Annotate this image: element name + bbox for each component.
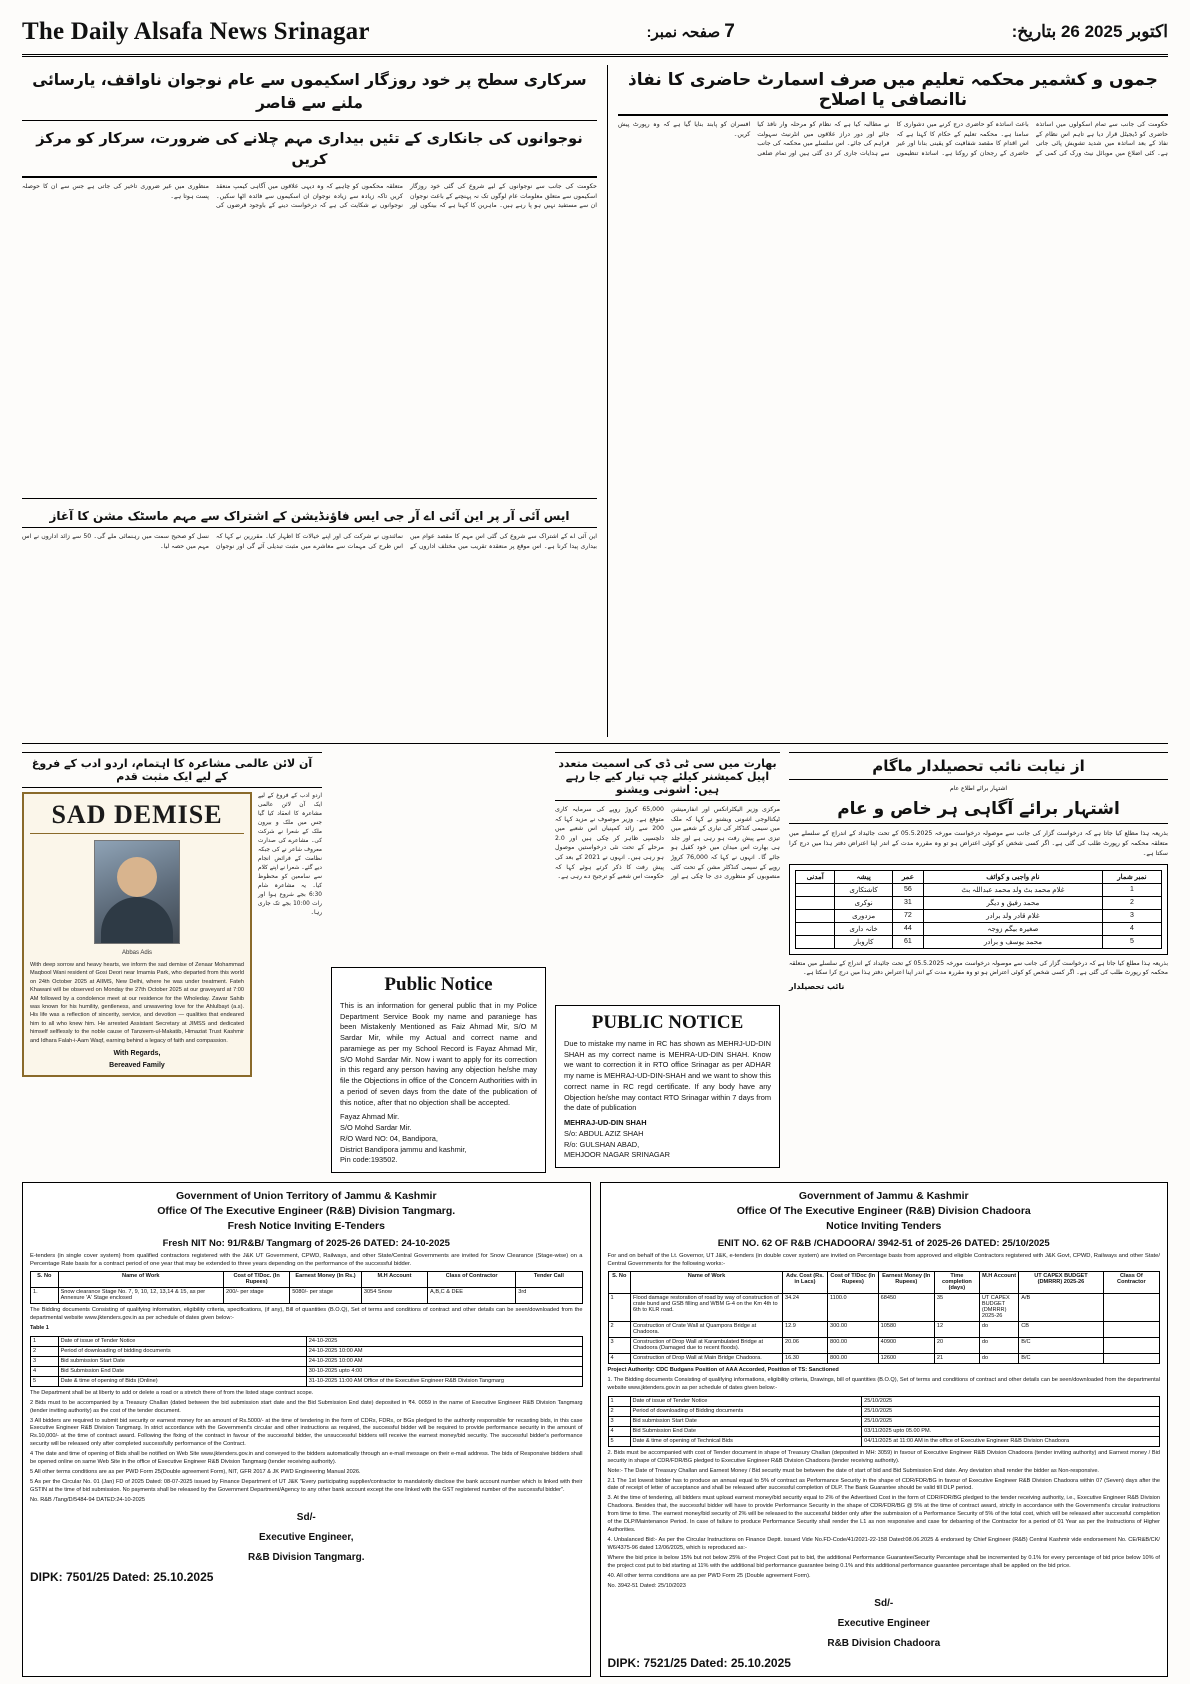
obituary-photo xyxy=(94,840,180,944)
chadoora-works-table xyxy=(608,1271,1161,1364)
tangmarg-works-header-row xyxy=(31,1271,583,1287)
tangmarg-sched-cell: 4 xyxy=(31,1366,59,1376)
story-niarg-body: این آئی اے کے اشتراک سے شروع کی گئی اس مہم کا مقصد عوام میں بیداری پیدا کرنا ہے۔ اس موقع پر منعقدہ تقریب میں مختلف اداروں کے نمائندوں نے شرکت کی اور اپنے خیالات کا اظہار کیا۔ مقررین نے کہا کہ اس طرح کی مہمات سے معاشرے میں مثبت تبدیلی آئے گی اور نوجوان نسل کو صحیح سمت میں رہنمائی ملے گی۔ 50 سے زائد اداروں نے اس مہم میں حصہ لیا۔ xyxy=(22,533,597,550)
tangmarg-th-2: Cost of T/Doc. (In Rupees) xyxy=(224,1271,290,1287)
issue-date-month-year: اکتوبر 2025 xyxy=(1084,22,1168,41)
table-row xyxy=(608,1406,1160,1416)
table-row xyxy=(796,909,1162,922)
tehsildar-body: بذریعہ ہذا مطلع کیا جاتا ہے کہ درخواست گزار کی جانب سے موصولہ درخواست مورخہ 05.5.2025 کے تحت جائیداد کے اندراج کے سلسلے میں متعلقہ محکمہ کو رپورٹ طلب کی گئی ہے۔ اگر کسی شخص کو کوئی اعتراض ہو تو وہ مقررہ مدت کے اندر اپنا اعتراض دفتر ہذا میں درج کرا سکتا ہے۔ xyxy=(789,830,1168,857)
story-smart-attendance-headline: جموں و کشمیر محکمہ تعلیم میں صرف اسمارٹ حاضری کا نفاذ ناانصافی یا اصلاح xyxy=(618,65,1168,116)
chadoora-sched-cell: Period of downloading of Bidding documents xyxy=(630,1406,862,1416)
chadoora-condition: Note:- The Date of Treasury Challan and Earnest Money / Bid security must be between the date of start of bid and Bid Submission End date. Any deviation shall render the bidder as Non-responsive. xyxy=(607,1467,1099,1474)
public-notice-1-signature-so: S/O Mohd Sardar Mir. xyxy=(340,1123,412,1133)
chadoora-cell xyxy=(1103,1293,1159,1321)
obituary-text: With deep sorrow and heavy hearts, we inform the sad demise of Zenaar Mohammad Maqbool Wani resident of Gosi Deori near Imamia Park, who departed from this world on 24th October 2025 at AIIMS, New Delhi, where he was under treatment. Fateh Khawani will be observed on Monday the 27th October 2025 at our graveyard at 7:00 AM followed by a condolence meet at our residence for the Wholeday. Zawar Sahib was known for his humility, gentleness, and unwavering love for the Ahlulbayt (a.s). His life was a reflection of sincerity, service, and devotion — qualities that endeared him to all who knew him. He arrested Assistant Secretary at JIMSS and dedicated himself selflessly to the noble cause of Tanzeem-ul-Makatib, Himaziat Trust Kashmir and Idhara Falah-i-Aam Waqf, earning behind a legacy of faith and compassion. xyxy=(30,962,244,1044)
public-notice-2-signature-name: MEHRAJ-UD-DIN SHAH xyxy=(564,1118,647,1128)
story-mushaira-headline: آن لائن عالمی مشاعرہ کا اہتمام، اردو ادب کے فروغ کے لیے ایک مثبت قدم xyxy=(22,752,322,788)
tangmarg-cell: 5080/- per stage xyxy=(290,1287,362,1303)
table-row xyxy=(796,883,1162,896)
tangmarg-sched-cell: 24-10-2025 10:00 AM xyxy=(306,1356,582,1366)
tangmarg-table1-label: Table 1 xyxy=(30,1324,49,1331)
tehsildar-cell: 56 xyxy=(892,883,923,896)
public-notice-2-title: PUBLIC NOTICE xyxy=(591,1012,744,1033)
tehsildar-headline-big: اشتہار برائے آگاہی ہر خاص و عام xyxy=(789,798,1168,824)
column-divider xyxy=(607,65,608,737)
obituary-advert xyxy=(22,792,252,1077)
chadoora-cell: 35 xyxy=(934,1293,979,1321)
tehsildar-cell: 5 xyxy=(1102,935,1161,948)
story-smart-attendance xyxy=(618,65,1168,737)
table-row xyxy=(608,1396,1160,1406)
chadoora-sched-cell: 4 xyxy=(608,1426,630,1436)
tehsildar-cell: کاروبار xyxy=(835,935,893,948)
public-notice-2 xyxy=(555,1005,780,1168)
tehsildar-cell: 4 xyxy=(1102,922,1161,935)
tehsildar-cell: محمد یوسف و برادر xyxy=(923,935,1102,948)
chadoora-sd: Sd/- xyxy=(874,1597,894,1609)
page-number xyxy=(646,21,734,43)
chadoora-cell: 4 xyxy=(608,1353,631,1363)
tehsildar-th-4: آمدنی xyxy=(796,870,835,883)
obituary-regards: With Regards, xyxy=(113,1049,161,1057)
tangmarg-sched-cell: 2 xyxy=(31,1346,59,1356)
chadoora-sched-cell: Date of issue of Tender Notice xyxy=(630,1396,862,1406)
tangmarg-cell: Snow clearance Stage No. 7, 9, 10, 12, 13,14 & 15, as per Annexure 'A' Stage enclosed xyxy=(58,1287,223,1303)
chadoora-sched-cell: 25/10/2025 xyxy=(862,1416,1160,1426)
tehsildar-subline: اشتہار برائے اطلاع عام xyxy=(949,785,1008,792)
tehsildar-cell xyxy=(796,909,835,922)
tangmarg-cell: A,B,C & DEE xyxy=(428,1287,516,1303)
tangmarg-cell: 3054 Snow xyxy=(361,1287,427,1303)
chadoora-works-header-row xyxy=(608,1271,1160,1293)
table-row xyxy=(608,1337,1160,1353)
chadoora-th-2: Adv. Cost (Rs. in Lacs) xyxy=(782,1271,827,1293)
tangmarg-th-1: Name of Work xyxy=(58,1271,223,1287)
table-row xyxy=(608,1353,1160,1363)
tehsildar-cell: 44 xyxy=(892,922,923,935)
tehsildar-cell: نوکری xyxy=(835,896,893,909)
tehsildar-cell: 2 xyxy=(1102,896,1161,909)
chadoora-dipk: DIPK: 7521/25 Dated: 25.10.2025 xyxy=(607,1655,791,1670)
chadoora-cell: 3 xyxy=(608,1337,631,1353)
chadoora-cell: 2 xyxy=(608,1321,631,1337)
chadoora-project-authority: Project Authority: CDC Budgans Position of AAA Accorded, Position of TS: Sanctioned xyxy=(607,1366,839,1373)
chadoora-documents-note: 1. The Bidding documents Consisting of qualifying informations, eligibility criteria, Drawings, bill of quantities (B.O.Q), Set of terms and conditions of contract and other details can be seen/downloaded from the departmental website www.jktenders.gov.in as per schedule of dates given below:- xyxy=(607,1376,1160,1391)
chadoora-gov-line-3: Notice Inviting Tenders xyxy=(826,1220,942,1233)
chadoora-cell: 800.00 xyxy=(827,1337,878,1353)
public-notice-2-signature-address: MEHJOOR NAGAR SRINAGAR xyxy=(564,1150,670,1160)
tangmarg-sched-cell: 24-10-2025 10:00 AM xyxy=(306,1346,582,1356)
chadoora-cell: 34.24 xyxy=(782,1293,827,1321)
table-row xyxy=(608,1293,1160,1321)
chadoora-signatory-2: R&B Division Chadoora xyxy=(827,1637,941,1649)
tehsildar-table-header-row xyxy=(796,870,1162,883)
semiconductor-column xyxy=(555,752,780,1168)
chadoora-cell: 12.9 xyxy=(782,1321,827,1337)
story-niarg-headline: ایس آئی آر پر این آئی اے آر جی ایس فاؤنڈیشن کے اشتراک سے مہم ماسٹک مشن کا آغاز xyxy=(22,505,597,528)
chadoora-condition: 2.1 The 1st lowest bidder has to produce an annual equal to 5% of contract as Performance Security in the shape of CDR/FDR/BG in favour of Executive Engineer R&B Division Chadoora within 07 (Seven) days after the date of receipt of letter of acceptance and shall be released after successful completion of DLP. The Bank Guarantee should be valid till DLP period. xyxy=(607,1477,1160,1492)
tehsildar-cell: 1 xyxy=(1102,883,1161,896)
tangmarg-sched-cell: Bid submission Start Date xyxy=(58,1356,306,1366)
chadoora-cell: 300.00 xyxy=(827,1321,878,1337)
table-row xyxy=(608,1416,1160,1426)
obituary-photo-caption: Abbas Adis xyxy=(121,950,153,956)
tehsildar-cell: مزدوری xyxy=(835,909,893,922)
chadoora-sched-cell: 3 xyxy=(608,1416,630,1426)
tangmarg-documents-note: The Bidding documents Consisting of qualifying information, eligibility criteria, specifications, (if any), Bill of quantities (B.O.Q), Set of terms and conditions of contract and other details can be seen/downloaded from the departmental website www.jktenders.gov.in as per schedule of dates given below:- xyxy=(30,1306,583,1321)
public-notice-1-signature-address1: R/O Ward NO: 04, Bandipora, xyxy=(340,1133,438,1143)
chadoora-sched-cell: 25/10/2025 xyxy=(862,1396,1160,1406)
public-notice-1-signature-address3: Pin code:193502. xyxy=(340,1155,398,1165)
tangmarg-sched-cell: 3 xyxy=(31,1356,59,1366)
chadoora-cell xyxy=(1103,1353,1159,1363)
tehsildar-th-1: نام واجبی و کوائف xyxy=(923,870,1102,883)
public-notice-2-body: Due to mistake my name in RC has shown as MEHRJ-UD-DIN SHAH as my correct name is MEHRA-UD-DIN SHAH. Know we want to correction it in RTO office Srinagar as per ADHAR my name is MEHRAJ-UD-DIN-SHAH and we want to show this correct name in RC regd certificate. If any body have any Objection he/she may contact RTO Srinagar within 7 days from the date of publication xyxy=(564,1039,771,1113)
public-notice-1-column xyxy=(331,752,546,1173)
public-notice-2-signature-so: S/o: ABDUL AZIZ SHAH xyxy=(564,1128,644,1138)
table-row xyxy=(31,1366,583,1376)
chadoora-gov-line-1: Government of Jammu & Kashmir xyxy=(798,1190,969,1203)
tangmarg-condition: The Department shall be at liberty to add or delete a road or a stretch there of from the listed stage contract scope. xyxy=(30,1389,314,1396)
tangmarg-nit-number: Fresh NIT No: 91/R&B/ Tangmarg of 2025-26 DATED: 24-10-2025 xyxy=(162,1237,450,1249)
story-semiconductor-body: مرکزی وزیر الیکٹرانکس اور انفارمیشن ٹیکنالوجی اشونی ویشنو نے کہا کہ ملک میں سیمی کنڈکٹر کی تیاری کے شعبے میں تیزی سے پیش رفت ہو رہی ہے اور جلد ہی بھارت اس میدان میں خود کفیل ہو جائے گا۔ انہوں نے کہا کہ 76,000 کروڑ روپے کے سیمی کنڈکٹر مشن کے تحت کئی منصوبوں کو منظوری دی جا چکی ہے اور 65,000 کروڑ روپے کی سرمایہ کاری متوقع ہے۔ وزیر موصوف نے مزید کہا کہ 200 سے زائد کمپنیاں اس شعبے میں دلچسپی ظاہر کر چکی ہیں اور 2.0 مرحلے کے تحت نئی درخواستیں موصول ہو رہی ہیں۔ انہوں نے 2021 کے بعد کی پیش رفت کا ذکر کرتے ہوئے کہا کہ حکومت اس شعبے کو ترجیح دے رہی ہے۔ xyxy=(555,806,781,881)
chadoora-condition: Where the bid price is below 15% but not below 25% of the Project Cost put to bid, the additional Performance Guarantee/Security Percentage shall be incremented by 0.1% for every percentage of bid price below 10% of the project cost put to bid starting at 11% with the additional bid performance guarantee being 0.1% and this additional performance guarantee percentage shall be applied on the bid price. xyxy=(607,1554,1160,1569)
tangmarg-dipk: DIPK: 7501/25 Dated: 25.10.2025 xyxy=(30,1569,214,1584)
chadoora-cell: 20 xyxy=(934,1337,979,1353)
tangmarg-condition: 2 Bids must to be accompanied by a Treasury Challan (dated between the bid submission start date and the Bid Submission End date) deposited in ₹4. 0059 in the name of Executive Engineer R&B Division Tangmarg (tender inviting authority) as the cost of the tender document. xyxy=(30,1399,583,1414)
table-row xyxy=(608,1436,1160,1446)
chadoora-cell: 20.06 xyxy=(782,1337,827,1353)
story-mushaira-body: اردو ادب کے فروغ کے لیے ایک آن لائن عالمی مشاعرہ کا انعقاد کیا گیا جس میں ملک و بیرون ملک کے شعرا نے شرکت کی۔ مشاعرے کی صدارت معروف شاعر نے کی جبکہ نظامت کے فرائض انجام دیے گئے۔ شعرا نے اپنے کلام سے سامعین کو محظوظ کیا۔ یہ مشاعرہ شام 6:30 بجے شروع ہوا اور رات 10:00 بجے تک جاری رہا۔ xyxy=(258,793,322,916)
chadoora-cell: 10580 xyxy=(878,1321,934,1337)
chadoora-cell: 1100.0 xyxy=(827,1293,878,1321)
tangmarg-gov-line-3: Fresh Notice Inviting E-Tenders xyxy=(227,1220,385,1233)
tangmarg-sched-cell: Bid Submission End Date xyxy=(58,1366,306,1376)
public-notice-1-signature-name: Fayaz Ahmad Mir. xyxy=(340,1112,400,1122)
chadoora-th-4: Earnest Money (In Rupees) xyxy=(878,1271,934,1293)
public-notice-1-body: This is an information for general public that in my Police Department Service Book my name and paraniege has been Mistakenly Mentioned as Faiz Ahmad Mir, S/O M Sardar Mir, while my Actual and correct name and paramiege as per my School Record is Fayaz Ahmad Mir, S/O Mohd Sardar Mir. Now i want to apply for its correction in this regard any person having any objection he/she may file the Objections in office of the Concern Authorities with in a period of seven days from the date of the publication of this notice, after that no objection shall be accepted. xyxy=(340,1001,537,1107)
tangmarg-condition: 4 The date and time of opening of Bids shall be notified on Web Site www.jktenders.gov.in and conveyed to the bidders automatically through an e-mail message on their e-mail address. The bids of Responsive bidders shall be opened online on same Web Site in the office of Executive Engineer R&B Division Tangmarg (tender receiving authority). xyxy=(30,1451,583,1466)
issue-date-label: بتاریخ: xyxy=(1011,22,1057,41)
tehsildar-cell xyxy=(796,896,835,909)
chadoora-condition: 4. Unbalanced Bid:- As per the Circular Instructions on Finance Deptt. issued Vide No.FD-Code/41/2021-22-158 Dated:08.06.2025 & endorsed by Chief Engineer (R&B) Central Kashmir vide endorsement No. CE/R&B/CK/ W6/4375-96 dated 12/06/2025, which is reproduced as:- xyxy=(607,1537,1160,1552)
chadoora-cell: Construction of Drop Wall at Karambulated Bridge at Chadoora (Damaged due to recent floods). xyxy=(631,1337,783,1353)
tehsildar-cell: صغیرہ بیگم زوجہ xyxy=(923,922,1102,935)
tehsildar-cell: غلام قادر ولد برادر xyxy=(923,909,1102,922)
tangmarg-sched-cell: Date of issue of Tender Notice xyxy=(58,1336,306,1346)
masthead xyxy=(22,18,1168,57)
chadoora-cell xyxy=(1103,1321,1159,1337)
table-row xyxy=(31,1346,583,1356)
tehsildar-cell: کاشتکاری xyxy=(835,883,893,896)
newspaper-title: The Daily Alsafa News Srinagar xyxy=(22,18,370,45)
chadoora-nit-number: ENIT NO. 62 OF R&B /CHADOORA/ 3942-51 of 2025-26 DATED: 25/10/2025 xyxy=(717,1237,1050,1249)
table-row xyxy=(31,1336,583,1346)
tangmarg-sched-cell: 30-10-2025 upto 4:00 xyxy=(306,1366,582,1376)
issue-date-day: 26 xyxy=(1060,22,1080,41)
public-notice-1 xyxy=(331,967,546,1173)
chadoora-cell xyxy=(1103,1337,1159,1353)
chadoora-cell: 40900 xyxy=(878,1337,934,1353)
chadoora-sched-cell: Bid Submission End Date xyxy=(630,1426,862,1436)
tehsildar-cell: 3 xyxy=(1102,909,1161,922)
tangmarg-cell: 1. xyxy=(31,1287,59,1303)
story-self-employment-body: حکومت کی جانب سے نوجوانوں کے لیے شروع کی گئی خود روزگار اسکیموں سے متعلق معلومات عام لوگوں تک نہ پہنچنے کے باعث نوجوان ان سے مستفید نہیں ہو پا رہے ہیں۔ ماہرین کا کہنا ہے کہ بینکوں اور متعلقہ محکموں کو چاہیے کہ وہ دیہی علاقوں میں آگاہی کیمپ منعقد کریں تاکہ زیادہ سے زیادہ نوجوان ان اسکیموں سے فائدہ اٹھا سکیں۔ نوجوانوں نے شکایت کی ہے کہ درخواست دینے کے باوجود قرضوں کی منظوری میں غیر ضروری تاخیر کی جاتی ہے جس سے ان کا حوصلہ پست ہوتا ہے۔ xyxy=(22,183,597,210)
table-row xyxy=(796,896,1162,909)
tehsildar-cell: غلام محمد بٹ ولد محمد عبداللہ بٹ xyxy=(923,883,1102,896)
chadoora-schedule-table xyxy=(608,1396,1161,1447)
story-semiconductor-headline: بھارت میں سی ٹی ڈی کی اسمیت متعدد اپیل کمیشنر کیلئے چپ تیار کیے جا رہے ہیں: اشونی ویشنو xyxy=(555,752,780,801)
chadoora-cell: Construction of Drop Wall at Main Bridge Chadoora. xyxy=(631,1353,783,1363)
tehsildar-cell: 61 xyxy=(892,935,923,948)
chadoora-cell: do xyxy=(979,1337,1018,1353)
obituary-family: Bereaved Family xyxy=(109,1061,165,1069)
tehsildar-th-0: نمبر شمار xyxy=(1102,870,1161,883)
mushaira-and-demise-column xyxy=(22,752,322,1077)
chadoora-reference-no: No. 3942-51 Dated: 25/10/2023 xyxy=(607,1582,686,1589)
public-notice-1-filler xyxy=(331,752,546,967)
tangmarg-gov-line-2: Office Of The Executive Engineer (R&B) Division Tangmarg. xyxy=(157,1205,456,1218)
tangmarg-sched-cell: 5 xyxy=(31,1376,59,1386)
tehsildar-table xyxy=(795,870,1162,949)
chadoora-cell: 12 xyxy=(934,1321,979,1337)
tehsildar-headline-small: از نیابت نائب تحصیلدار ماگام xyxy=(789,752,1168,780)
tangmarg-sched-cell: 31-10-2025 11:00 AM Office of the Executive Engineer R&B Division Tangmarg xyxy=(306,1376,582,1386)
chadoora-sched-cell: 1 xyxy=(608,1396,630,1406)
tehsildar-th-2: عمر xyxy=(892,870,923,883)
tender-notice-tangmarg xyxy=(22,1182,591,1677)
chadoora-th-0: S. No xyxy=(608,1271,631,1293)
chadoora-cell: Construction of Crate Wall at Quampora Bridge at Chadoora. xyxy=(631,1321,783,1337)
chadoora-sched-cell: Date & time of opening of Technical Bids xyxy=(630,1436,862,1446)
tangmarg-intro: E-tenders (in single cover system) from qualified contractors registered with the J&K UT Government, CPWD, Railways, and other State/Central Governments are invited for Snow Clearance (Stage-wise) on a Percentage Rate basis for a contract period of one year that may be extended to three years depending on the performance of the successful bidder. xyxy=(30,1252,583,1267)
chadoora-cell: Flood damage restoration of road by way of construction of crate bund and GSB filling and WBM G-4 on the Km 4th to 6th to KLR road. xyxy=(631,1293,783,1321)
chadoora-sched-cell: 25/10/2025 xyxy=(862,1406,1160,1416)
table-row xyxy=(31,1376,583,1386)
tangmarg-reference-no: No. R&B /Tang/D/5484-94 DATED:24-10-2025 xyxy=(30,1496,145,1503)
tehsildar-footer: نائب تحصیلدار xyxy=(789,981,845,991)
chadoora-condition: 40. All other terms conditions are as per PWD Form 25 (Double agreement Form). xyxy=(607,1572,811,1579)
tehsildar-cell xyxy=(796,935,835,948)
tehsildar-cell: 72 xyxy=(892,909,923,922)
chadoora-cell: do xyxy=(979,1321,1018,1337)
chadoora-cell: 68450 xyxy=(878,1293,934,1321)
story-self-employment xyxy=(22,65,597,737)
tangmarg-sched-cell: 1 xyxy=(31,1336,59,1346)
table-row xyxy=(608,1321,1160,1337)
tangmarg-condition: 3 All bidders are required to submit bid security or earnest money for an amount of Rs.5000/- at the time of tendering in the form of CDRs, FDRs, or BGs pledged to the authority responsible for recasting bids, in this case Executive Engineer R&B Division Tangmarg. In strict accordance with the Government's circular and other instructions as required, the successful bidder will be required to provide performance security in the amount of Rs.10,000/- at the time of contract award. Following the fixing of the contract in favour of the successful bidder, the unsuccessful bidders will receive the earnest money/bid security. The successful bidder's performance security will be released only after completed successfully performance of the Contract. xyxy=(30,1417,583,1448)
chadoora-th-1: Name of Work xyxy=(631,1271,783,1293)
page-number-value: 7 xyxy=(724,21,735,42)
chadoora-cell: B/C xyxy=(1019,1337,1103,1353)
chadoora-th-3: Cost of T/Doc (In Rupees) xyxy=(827,1271,878,1293)
chadoora-th-6: M.H Account xyxy=(979,1271,1018,1293)
chadoora-gov-line-2: Office Of The Executive Engineer (R&B) Division Chadoora xyxy=(736,1205,1031,1218)
chadoora-intro: For and on behalf of the Lt. Governor, UT J&K, e-tenders (in double cover system) are invited on Percentage basis from approved and eligible Contractors registered with J&K Govt, CPWD, Railways and other State/ Central Governments for the following works:- xyxy=(607,1252,1160,1267)
chadoora-th-7: UT CAPEX BUDGET (DMRRR) 2025-26 xyxy=(1019,1271,1103,1293)
public-notice-1-signature-address2: District Bandipora jammu and kashmir, xyxy=(340,1144,467,1154)
chadoora-cell: 16.30 xyxy=(782,1353,827,1363)
chadoora-condition: 3. At the time of tendering, all bidders must upload earnest money/bid security equal to 2% of the Advertised Cost in the form of CDR/FDR/BG pledged to the tender receiving authority, i.e., Executive Engineer R&B Division Chadoora. Besides that, the successful bidder will have to provide Performance Security in the shape of CDR/FDR/BG @ 5% at the time of contract award, strictly in accordance with the Government's circular instructions from time to time. The earnest money/bid security of 2% will be released to the successful bidder only after the submission of a Performance Security of 5% of the total cost, which will be released after successful completion of the DLP/Maintenance Period. In case of failure to produce Performance Security shall render the L1 as non responsive and case for debarring of the Contractor for a period of 01 Year as per the Instructions of Higher Authorities. xyxy=(607,1495,1160,1534)
tangmarg-condition: 5 As per the Circular No. 01 (Jan) FD of 2025 Dated: 08-07-2025 issued by Finance Department of UT J&K "Every participating supplier/contractor to mandatorily disclose the bank account number which is linked with their GSTIN at the time of bid submission. No payments shall be released by the Government Department/Agency to any other bank account except the one linked with the GST registered number of the successful bidder". xyxy=(30,1479,583,1494)
tangmarg-th-5: Class of Contractor xyxy=(428,1271,516,1287)
chadoora-cell: UT CAPEX BUDGET (DMRRR) 2025-26 xyxy=(979,1293,1018,1321)
tangmarg-cell: 200/- per stage xyxy=(224,1287,290,1303)
tehsildar-cell xyxy=(796,922,835,935)
chadoora-cell: 12600 xyxy=(878,1353,934,1363)
chadoora-sched-cell: 2 xyxy=(608,1406,630,1416)
story-self-employment-headline-1: سرکاری سطح پر خود روزگار اسکیموں سے عام نوجوان ناواقف، یارسائی ملنے سے قاصر xyxy=(22,65,597,121)
chadoora-sched-cell: Bid submission Start Date xyxy=(630,1416,862,1426)
tehsildar-cell xyxy=(796,883,835,896)
tangmarg-sd: Sd/- xyxy=(296,1511,316,1523)
chadoora-cell: 1 xyxy=(608,1293,631,1321)
tangmarg-th-3: Earnest Money (In Rs.) xyxy=(290,1271,362,1287)
table-row xyxy=(608,1426,1160,1436)
table-row xyxy=(31,1356,583,1366)
notices-row xyxy=(22,752,1168,1173)
table-row xyxy=(31,1287,583,1303)
tehsildar-note: بذریعہ ہذا مطلع کیا جاتا ہے کہ درخواست گزار کی جانب سے موصولہ درخواست مورخہ 05.5.2025 کے تحت جائیداد کے اندراج کے سلسلے میں متعلقہ محکمہ کو رپورٹ طلب کی گئی ہے۔ اگر کسی شخص کو کوئی اعتراض ہو تو وہ مقررہ مدت کے اندر اپنا اعتراض دفتر ہذا میں درج کرا سکتا ہے۔ xyxy=(789,959,1168,977)
chadoora-cell: CB xyxy=(1019,1321,1103,1337)
table-row xyxy=(796,935,1162,948)
issue-date xyxy=(1012,22,1168,42)
tangmarg-condition: 5 All other terms conditions are as per PWD Form 25(Double agreement Form), NIT, GFR 2017 & JK PWD Engineering Manual 2026. xyxy=(30,1469,361,1476)
tangmarg-schedule-table xyxy=(30,1336,583,1387)
tangmarg-signatory-1: Executive Engineer, xyxy=(259,1531,354,1543)
chadoora-cell: 800.00 xyxy=(827,1353,878,1363)
tehsildar-th-3: پیشہ xyxy=(835,870,893,883)
chadoora-cell: 21 xyxy=(934,1353,979,1363)
story-self-employment-headline-2: نوجوانوں کی جانکاری کے تئیں بیداری مہم چلانے کی ضرورت، سرکار کو مرکز کریں xyxy=(22,125,597,179)
tangmarg-th-0: S. No xyxy=(31,1271,59,1287)
tehsildar-cell: خانہ داری xyxy=(835,922,893,935)
tender-notices-row xyxy=(22,1182,1168,1677)
chadoora-sched-cell: 03/11/2025 upto 05.00 PM. xyxy=(862,1426,1160,1436)
tehsildar-table-box xyxy=(789,864,1168,955)
chadoora-th-5: Time completion (days) xyxy=(934,1271,979,1293)
tangmarg-works-table xyxy=(30,1271,583,1304)
tangmarg-th-6: Tender Call xyxy=(516,1271,582,1287)
tangmarg-sched-cell: 24-10-2025 xyxy=(306,1336,582,1346)
top-stories-row xyxy=(22,65,1168,737)
tangmarg-cell: 3rd xyxy=(516,1287,582,1303)
tangmarg-signatory-2: R&B Division Tangmarg. xyxy=(248,1551,365,1563)
chadoora-th-8: Class Of Contractor xyxy=(1103,1271,1159,1293)
table-row xyxy=(796,922,1162,935)
page-number-label: صفحہ نمبر: xyxy=(646,24,721,41)
chadoora-cell: do xyxy=(979,1353,1018,1363)
tangmarg-th-4: M.H Account xyxy=(361,1271,427,1287)
tangmarg-gov-line-1: Government of Union Territory of Jammu & Kashmir xyxy=(175,1190,437,1203)
chadoora-condition: 2. Bids must be accompanied with cost of Tender document in shape of Treasury Challan (deposited in MH: 3059) in favour of Executive Engineer R&B Division Chadoora (tender inviting authority) and Earnest money / Bid security in shape of CDR/FDR/BG pledged to Executive Engineer R&B Division Chadoora (tender receiving authority). xyxy=(607,1449,1160,1464)
chadoora-cell: B/C xyxy=(1019,1353,1103,1363)
tender-notice-chadoora xyxy=(600,1182,1169,1677)
tehsildar-cell: 31 xyxy=(892,896,923,909)
chadoora-signatory-1: Executive Engineer xyxy=(837,1617,930,1629)
story-smart-attendance-body: حکومت کی جانب سے تمام اسکولوں میں اساتذہ حاضری کو ڈیجیٹل قرار دیا ہے تاہم اس نظام کے نفاذ کے بعد اساتذہ میں شدید تشویش پائی جاتی ہے۔ کئی اضلاع میں موبائل نیٹ ورک کی کمی کے باعث اساتذہ کو حاضری درج کرنے میں دشواری کا سامنا ہے۔ محکمہ تعلیم کے حکام کا کہنا ہے کہ اس اقدام کا مقصد شفافیت کو یقینی بنانا اور غیر حاضری کے رجحان کو روکنا ہے۔ اساتذہ تنظیموں نے مطالبہ کیا ہے کہ نظام کو مرحلہ وار نافذ کیا جائے اور دور دراز علاقوں میں انٹرنیٹ سہولت فراہم کی جائے۔ اس سلسلے میں محکمہ کی جانب سے ہدایات جاری کر دی گئی ہیں اور تمام ضلعی افسران کو پابند بنایا گیا ہے کہ وہ رپورٹ پیش کریں۔ xyxy=(617,121,1168,157)
chadoora-sched-cell: 04/11/2025 at 11:00 AM in the office of Executive Engineer R&B Division Chadoora xyxy=(862,1436,1160,1446)
tangmarg-sched-cell: Date & time of opening of Bids (Online) xyxy=(58,1376,306,1386)
tangmarg-sched-cell: Period of downloading of bidding documents xyxy=(58,1346,306,1356)
public-notice-2-signature-ro: R/o: GULSHAN ABAD, xyxy=(564,1139,640,1149)
chadoora-sched-cell: 5 xyxy=(608,1436,630,1446)
obituary-banner: SAD DEMISE xyxy=(30,800,244,834)
chadoora-cell: A/B xyxy=(1019,1293,1103,1321)
tehsildar-cell: محمد رفیق و دیگر xyxy=(923,896,1102,909)
tehsildar-column xyxy=(789,752,1168,991)
public-notice-1-title: Public Notice xyxy=(384,974,493,995)
